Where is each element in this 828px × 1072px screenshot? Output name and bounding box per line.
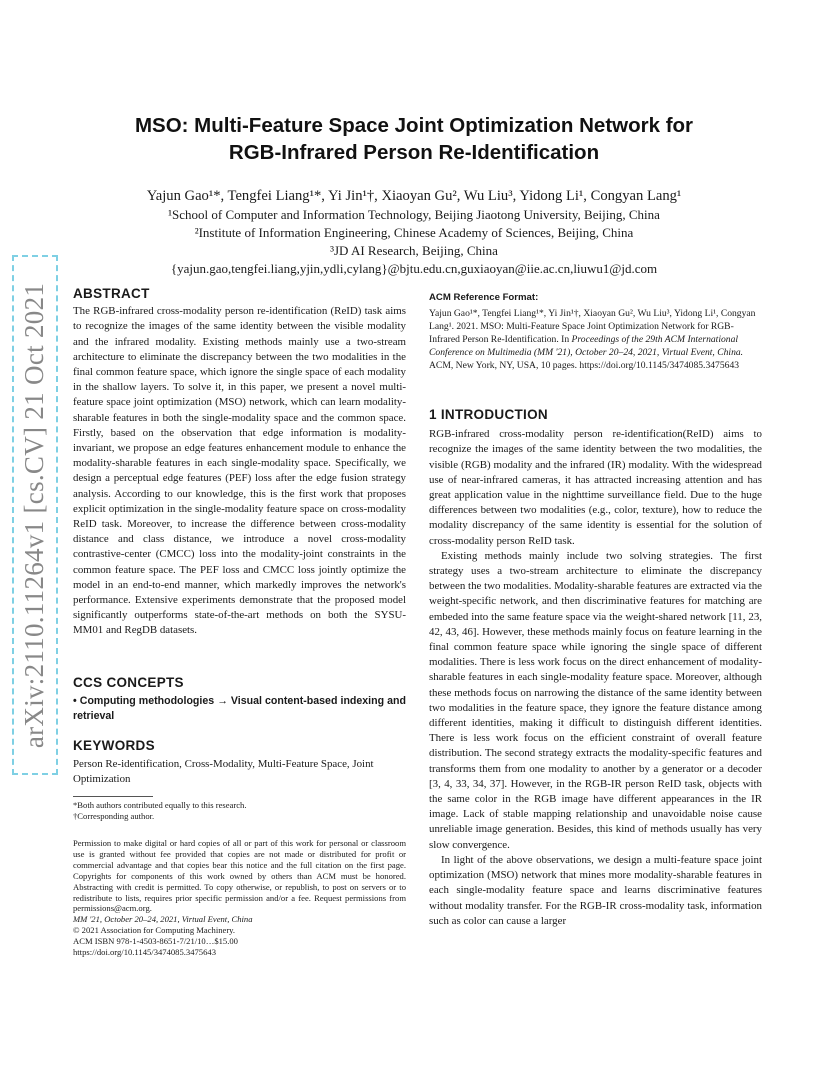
author-emails: {yajun.gao,tengfei.liang,yjin,ydli,cylang}@bjtu.edu.cn,guxiaoyan@iie.ac.cn,liuwu1@jd.com	[170, 261, 658, 276]
permission-block	[73, 838, 406, 958]
acm-reference-text	[429, 307, 762, 372]
acm-reference-authors: Yajun Gao¹*, Tengfei Liang¹*, Yi Jin¹†, Xiaoyan Gu², Wu Liu³, Yidong Li¹, Congyan Lang¹. 2021. MSO: Multi-Feature Space Joint Optimization Network for RGB-Infrared Person Re-Identification. In	[429, 308, 756, 346]
affiliation-1: ¹School of Computer and Information Technology, Beijing Jiaotong University, Beijing, China	[168, 207, 660, 222]
introduction-paragraph-3: In light of the above observations, we design a multi-feature space joint optimization (MSO) network that mines more modality-sharable features in each single-modality feature space and learns discriminative features without modality transfer. For the RGB-IR cross-modality task, information such as color can cause a larger	[429, 853, 762, 927]
footnotes	[73, 800, 406, 822]
acm-reference-section	[429, 290, 762, 372]
arxiv-identifier: arXiv:2110.11264v1 [cs.CV] 21 Oct 2021	[19, 282, 50, 748]
abstract-text: The RGB-infrared cross-modality person re-identification (ReID) task aims to recognize the images of the same identity between the visible modality and the infrared modality. Existing methods mainly use a two-stream architecture to eliminate the discrepancy between the two modalities in the final common feature space, which ignore the single space of each modality in the shallow layers. To solve it, in this paper, we present a novel multi-feature space joint optimization (MSO) network, which can learn modality-sharable features in both the single-modality space and the common space. Firstly, based on the observation that edge information is modality-invariant, we propose an edge features enhancement module to enhance the modality-sharable features in each single-modality space. Specifically, we design a perceptual edge features (PEF) loss after the edge fusion strategy analysis. According to our knowledge, this is the first work that proposes explicit optimization in the single-modality feature space on cross-modality ReID task. Moreover, to increase the difference between cross-modality distance and class distance, we introduce a novel cross-modality contrastive-center (CMCC) loss into the modality-joint constraints in the common feature space. The PEF loss and CMCC loss jointly optimize the model in an end-to-end manner, which markedly improves the network's performance. Extensive experiments demonstrate that the proposed model significantly outperforms state-of-the-art methods on both the SYSU-MM01 and RegDB datasets.	[73, 305, 406, 637]
ccs-text: • Computing methodologies → Visual content-based indexing and retrieval	[73, 695, 406, 723]
keywords-text: Person Re-identification, Cross-Modality, Multi-Feature Space, Joint Optimization	[73, 758, 374, 786]
ccs-heading: CCS CONCEPTS	[73, 675, 184, 690]
affiliation-3: ³JD AI Research, Beijing, China	[330, 243, 498, 258]
isbn-line: ACM ISBN 978-1-4503-8651-7/21/10…$15.00	[73, 936, 238, 947]
title-line-2: RGB-Infrared Person Re-Identification	[228, 141, 600, 164]
ccs-section	[73, 675, 406, 724]
introduction-paragraph-2: Existing methods mainly include two solving strategies. The first strategy uses a two-stream architecture to eliminate the discrepancy between the two modalities. Modality-sharable features are extracted via the weight-specific network, and then discriminative features for matching are embeded into the same feature space via the weight-shared network [11, 23, 42, 43, 46]. However, these methods mainly focus on feature learning in the final common feature space while ignoring the single space of different modalities. There is less work focus on the direct enhancement of modality-sharable features in each single-modality feature space. Moreover, although these methods focus on narrowing the distance of the same identity between two modalities in the feature space, they ignore the feature distance among different identities, making it difficult to distinguish different identities. There is less work focus on the efficient constraint of overall feature distribution. The second strategy extracts the modality-specific features and transforms them from one modality to another by a generator or a decoder [3, 4, 33, 34, 37]. However, in the RGB-IR person ReID task, objects with the same color in the RGB image have different appearances in the IR image. Lack of stable mapping relationship and unavoidable noise cause unreliable image generation. Besides, this kind of methods usually has very slow convergence.	[429, 549, 762, 851]
footnote-equal-contribution: *Both authors contributed equally to this research.	[73, 800, 247, 810]
keywords-section	[73, 738, 406, 788]
copyright-line: © 2021 Association for Computing Machinery.	[73, 925, 236, 936]
doi-line: https://doi.org/10.1145/3474085.3475643	[73, 947, 216, 958]
acm-reference-heading: ACM Reference Format:	[429, 292, 539, 303]
abstract-section	[73, 286, 406, 639]
acm-reference-publisher: ACM, New York, NY, USA, 10 pages. https://doi.org/10.1145/3474085.3475643	[429, 360, 740, 372]
footnote-divider	[73, 796, 153, 797]
introduction-paragraph-1: RGB-infrared cross-modality person re-identification(ReID) aims to recognize the images of the same identity between the two modalities, the visible (RGB) modality and the infrared (IR) modality. With the widespread use of near-infrared cameras, it has attracted increasing attention and has great application value in the nighttime surveillance field. Due to the huge differences between two modalities (e.g., color, texture), how to reduce the modality discrepancy of the same identity is essential for the solution of cross-modality person ReID task.	[429, 428, 762, 547]
conference-line: MM '21, October 20–24, 2021, Virtual Event, China	[73, 914, 253, 925]
introduction-heading: 1 INTRODUCTION	[429, 407, 548, 422]
acm-reference-proceedings: Proceedings of the 29th ACM International Conference on Multimedia (MM '21), October 20–24, 2021, Virtual Event, China.	[429, 334, 744, 359]
introduction-section	[429, 407, 762, 929]
author-list: Yajun Gao¹*, Tengfei Liang¹*, Yi Jin¹†, Xiaoyan Gu², Wu Liu³, Yidong Li¹, Congyan Lang¹	[146, 188, 682, 204]
abstract-heading: ABSTRACT	[73, 286, 150, 301]
permission-notice: Permission to make digital or hard copies of all or part of this work for personal or classroom use is granted without fee provided that copies are not made or distributed for profit or commercial advantage and that copies bear this notice and the full citation on the first page. Copyrights for components of this work owned by others than ACM must be honored. Abstracting with credit is permitted. To copy otherwise, or republish, to post on servers or to redistribute to lists, requires prior specific permission and/or a fee. Request permissions from permissions@acm.org.	[73, 838, 406, 914]
arxiv-sidebar-stamp	[12, 255, 58, 775]
paper-title	[74, 112, 754, 166]
title-line-1: MSO: Multi-Feature Space Joint Optimization Network for	[134, 114, 694, 137]
footnote-corresponding-author: †Corresponding author.	[73, 811, 155, 821]
affiliation-2: ²Institute of Information Engineering, Chinese Academy of Sciences, Beijing, China	[194, 225, 634, 240]
keywords-heading: KEYWORDS	[73, 738, 155, 753]
